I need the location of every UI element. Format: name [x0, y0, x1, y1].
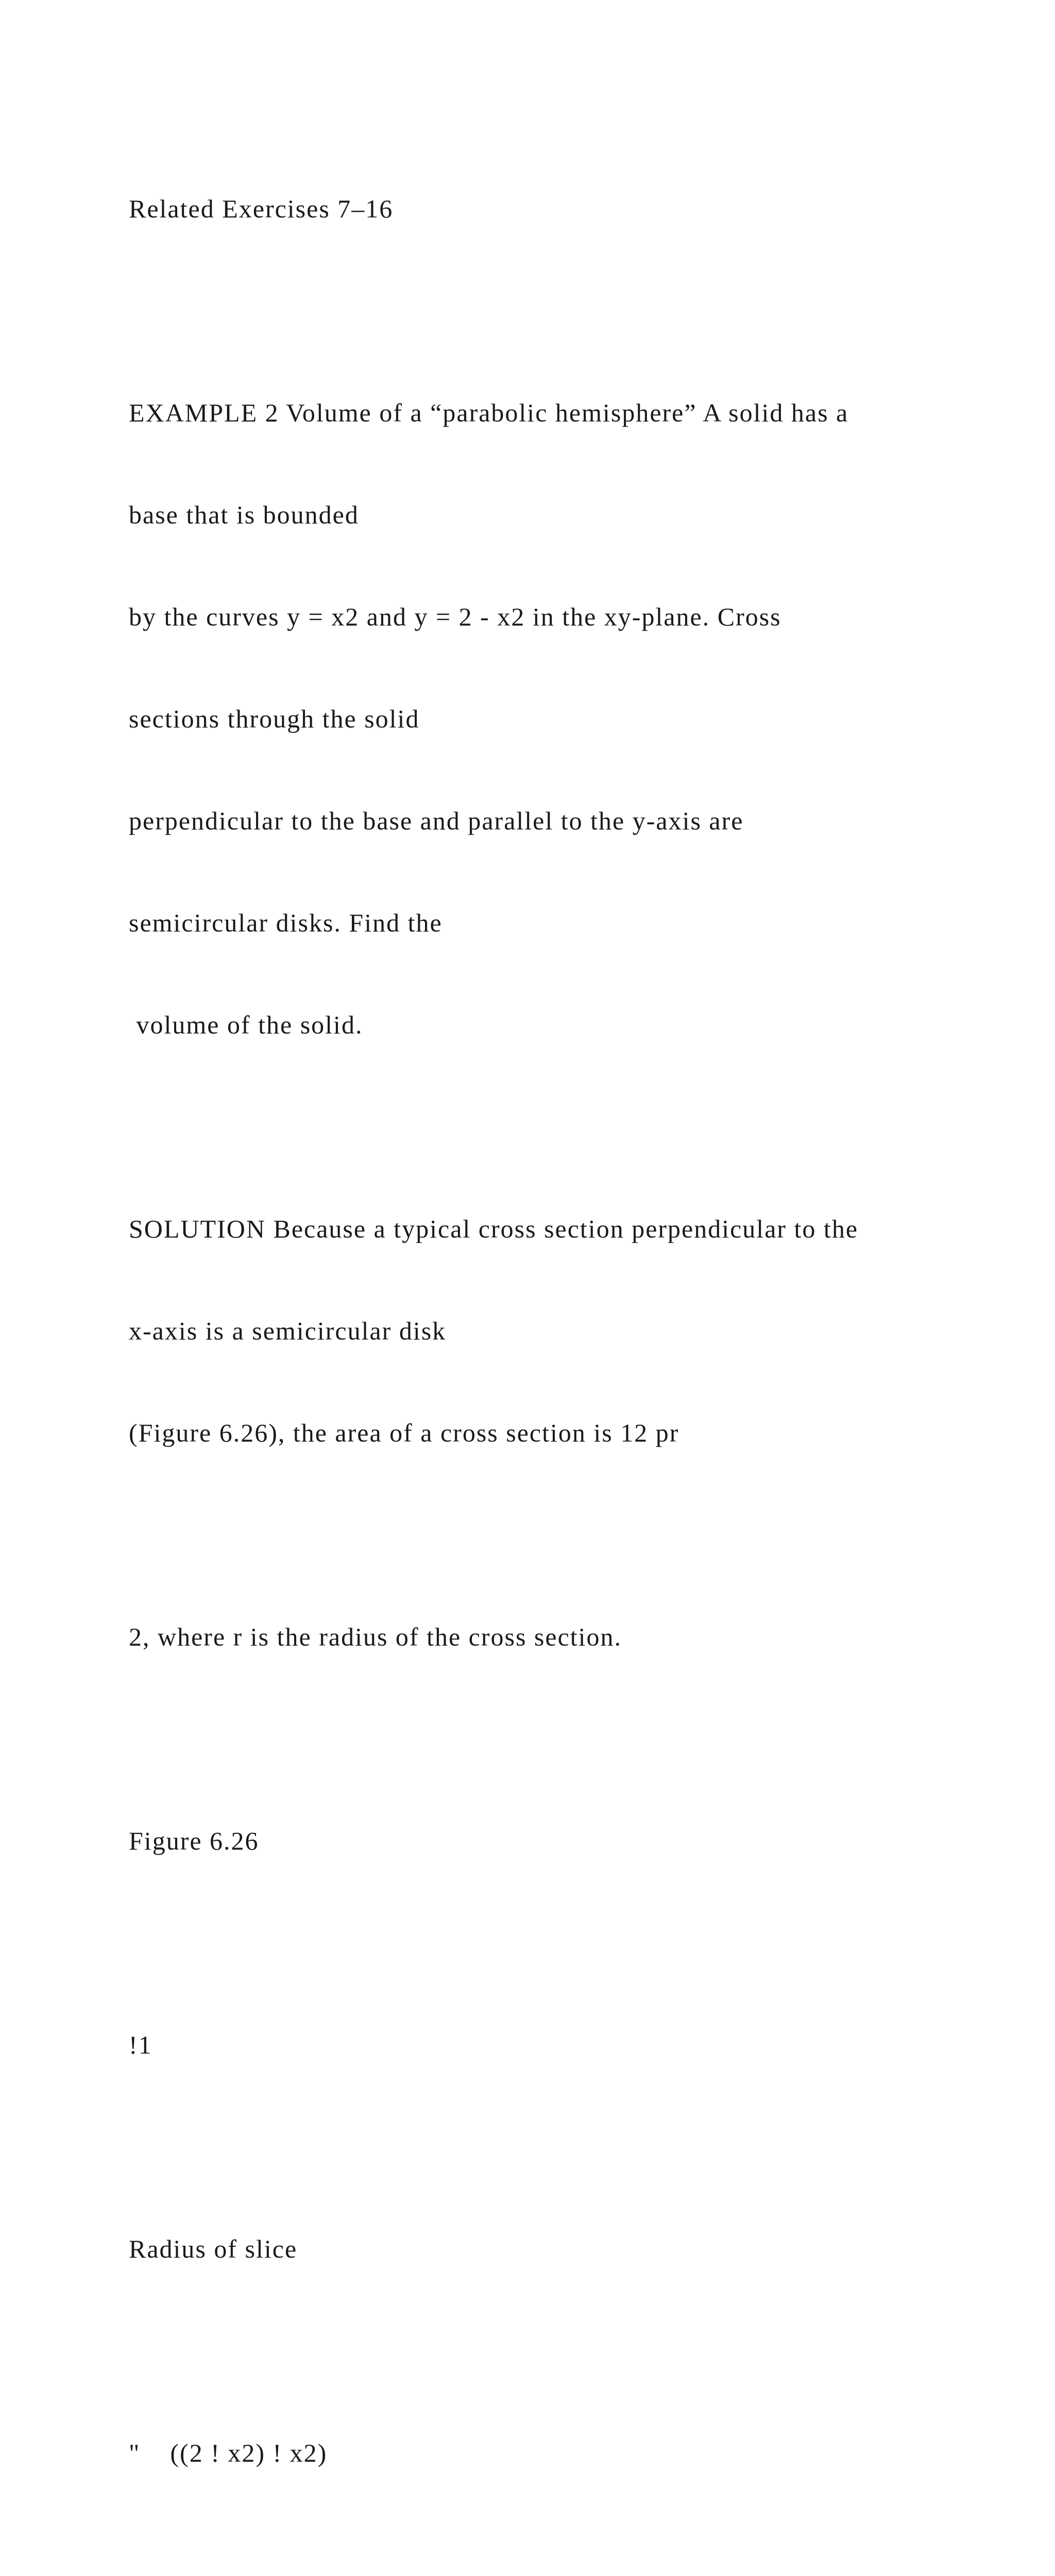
- figure-caption-text: Figure 6.26: [129, 1826, 259, 1855]
- solution-line: (Figure 6.26), the area of a cross section is 12 pr: [129, 1418, 679, 1447]
- solution-paragraph: [129, 1144, 953, 1518]
- example-line: base that is bounded: [129, 500, 359, 529]
- example-line: semicircular disks. Find the: [129, 908, 443, 937]
- figure-label-radius-formula: [129, 2368, 953, 2538]
- example-line: by the curves y = x2 and y = 2 - x2 in the xy-plane. Cross: [129, 602, 781, 631]
- solution-continued-text: 2, where r is the radius of the cross section.: [129, 1622, 622, 1651]
- figure-label-radius-simplified: [129, 2572, 953, 2576]
- radius-label: Radius of slice: [129, 2234, 298, 2263]
- example-line: perpendicular to the base and parallel to the y-axis are: [129, 806, 744, 835]
- example-line: sections through the solid: [129, 704, 420, 733]
- document-body: [129, 124, 953, 2576]
- solution-line: SOLUTION Because a typical cross section perpendicular to the: [129, 1214, 859, 1243]
- figure-label-neg-one: [129, 1960, 953, 2130]
- solution-continued: [129, 1552, 953, 1722]
- example-line: volume of the solid.: [129, 1010, 363, 1039]
- example-paragraph: [129, 328, 953, 1110]
- related-exercises-heading: [129, 124, 953, 294]
- heading-text: Related Exercises 7–16: [129, 194, 394, 223]
- figure-label-radius: [129, 2164, 953, 2334]
- neg-one-label: !1: [129, 2030, 152, 2059]
- solution-line: x-axis is a semicircular disk: [129, 1316, 447, 1345]
- radius-formula: " ((2 ! x2) ! x2): [129, 2438, 328, 2467]
- example-line: EXAMPLE 2 Volume of a “parabolic hemisphere” A solid has a: [129, 398, 849, 427]
- figure-caption: [129, 1756, 953, 1926]
